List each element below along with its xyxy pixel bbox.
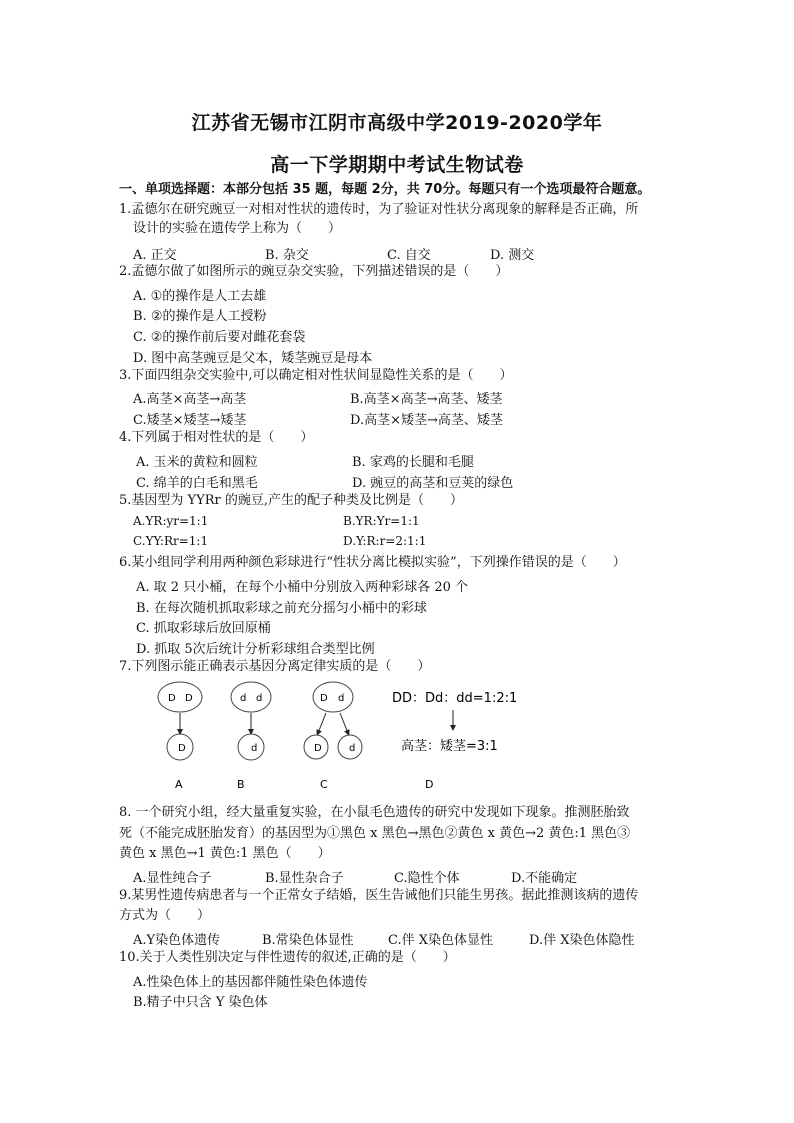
figure-b-allele-top-left: d [240,693,247,704]
q4-option-b: B. 家鸡的长腿和毛腿 [352,455,474,470]
q9-option-a: A.Y染色体遗传 [133,933,221,948]
q9-option-b: B.常染色体显性 [262,933,354,948]
q8-stem-line2: 死（不能完成胚胎发育）的基因型为①黑色 x 黑色→黑色②黄色 x 黄色→2 黄色:1 黑色③ [119,826,631,841]
q6-option-a: A. 取 2 只小桶，在每个小桶中分别放入两种彩球各 20 个 [136,580,468,595]
q4-stem: 4.下列属于相对性状的是（ ） [119,430,314,445]
q8-option-c: C.隐性个体 [394,871,460,886]
q8-stem-line3: 黄色 x 黑色→1 黄色:1 黑色（ ） [119,846,331,861]
q1-stem-line1: 1.孟德尔在研究豌豆一对相对性状的遗传时，为了验证对性状分离现象的解释是否正确，所 [119,202,639,217]
q5-option-d: D.Y:R:r=2:1:1 [343,534,427,548]
figure-a [158,682,202,791]
q1-option-c: C. 自交 [387,248,431,263]
q2-option-b: B. ②的操作是人工授粉 [133,309,267,324]
figure-c-allele-top-right: d [338,693,345,704]
q5-option-b: B.YR:Yr=1:1 [343,514,420,528]
q5-option-c: C.YY:Rr=1:1 [133,534,209,548]
q6-option-b: B. 在每次随机抓取彩球之前充分摇匀小桶中的彩球 [136,601,427,616]
figure-d [392,691,517,791]
q8-stem-line1: 8. 一个研究小组，经大量重复实验，在小鼠毛色遗传的研究中发现如下现象。推测胚胎致 [119,805,630,820]
q3-option-c: C.矮茎×矮茎→矮茎 [133,413,247,428]
q9-option-c: C.伴 X染色体显性 [388,933,494,948]
q10-stem: 10.关于人类性别决定与伴性遗传的叙述,正确的是（ ） [119,950,456,965]
q4-option-d: D. 豌豆的高茎和豆荚的绿色 [352,476,514,491]
q1-option-a: A. 正交 [133,248,177,263]
page-title: 江苏省无锡市江阴市高级中学2019-2020学年 [191,112,603,134]
q1-option-d: D. 测交 [490,248,535,263]
q3-stem: 3.下面四组杂交实验中,可以确定相对性状间显隐性关系的是（ ） [119,368,513,383]
q9-stem-line2: 方式为（ ） [119,908,211,923]
figure-b-allele-top-right: d [256,693,263,704]
figure-b [231,682,271,791]
figure-label-b: B [237,778,245,791]
figure-a-allele-top-right: D [185,693,193,704]
q6-option-c: C. 抓取彩球后放回原桶 [136,621,271,636]
q6-option-d: D. 抓取 5次后统计分析彩球组合类型比例 [136,642,375,657]
q3-option-d: D.高茎×矮茎→高茎、矮茎 [350,413,503,428]
figure-d-genotype-ratio: DD：Dd：dd=1:2:1 [392,691,518,706]
q3-option-b: B.高茎×高茎→高茎、矮茎 [350,392,503,407]
q4-option-c: C. 绵羊的白毛和黑毛 [136,476,258,491]
q2-option-a: A. ①的操作是人工去雄 [133,289,267,304]
q10-option-b: B.精子中只含 Y 染色体 [133,995,268,1010]
q1-stem-line2: 设计的实验在遗传学上称为（ ） [133,221,342,236]
figure-label-d: D [425,778,434,791]
q1-option-b: B. 杂交 [265,248,309,263]
q2-stem: 2.孟德尔做了如图所示的豌豆杂交实验，下列描述错误的是（ ） [119,264,509,279]
q7-figure [0,680,794,800]
figure-d-phenotype-ratio: 高茎：矮茎=3:1 [401,739,498,754]
q5-stem: 5.基因型为 YYRr 的豌豆,产生的配子种类及比例是（ ） [119,493,463,508]
figure-c-allele-bottom-right: d [349,743,356,754]
q2-option-d: D. 图中高茎豌豆是父本，矮茎豌豆是母本 [133,351,373,366]
figure-label-c: C [320,778,328,791]
q3-option-a: A.高茎×高茎→高茎 [133,392,247,407]
figure-a-allele-bottom: D [178,743,186,754]
q4-option-a: A. 玉米的黄粒和圆粒 [136,455,258,470]
figure-c-allele-top-left: D [320,693,328,704]
figure-label-a: A [175,778,183,791]
q9-option-d: D.伴 X染色体隐性 [529,933,635,948]
q10-option-a: A.性染色体上的基因都伴随性染色体遗传 [133,975,368,990]
q6-stem: 6.某小组同学利用两种颜色彩球进行“性状分离比模拟实验”，下列操作错误的是（ ） [119,555,626,570]
q8-option-a: A.显性纯合子 [133,871,212,886]
figure-c [304,682,362,791]
q7-stem: 7.下列图示能正确表示基因分离定律实质的是（ ） [119,659,431,674]
q5-option-a: A.YR:yr=1:1 [133,514,209,528]
figure-a-allele-top-left: D [168,693,176,704]
q2-option-c: C. ②的操作前后要对雌花套袋 [133,330,306,345]
q8-option-b: B.显性杂合子 [265,871,344,886]
section-heading: 一、单项选择题：本部分包括 35 题，每题 2分，共 70分。每题只有一个选项最符合题意。 [119,182,651,197]
figure-c-allele-bottom-left: D [314,743,322,754]
figure-b-allele-bottom: d [251,743,258,754]
q8-option-d: D.不能确定 [511,871,578,886]
q9-stem-line1: 9.某男性遗传病患者与一个正常女子结婚，医生告诫他们只能生男孩。据此推测该病的遗传 [119,888,639,903]
page-subtitle: 高一下学期期中考试生物试卷 [270,154,524,176]
